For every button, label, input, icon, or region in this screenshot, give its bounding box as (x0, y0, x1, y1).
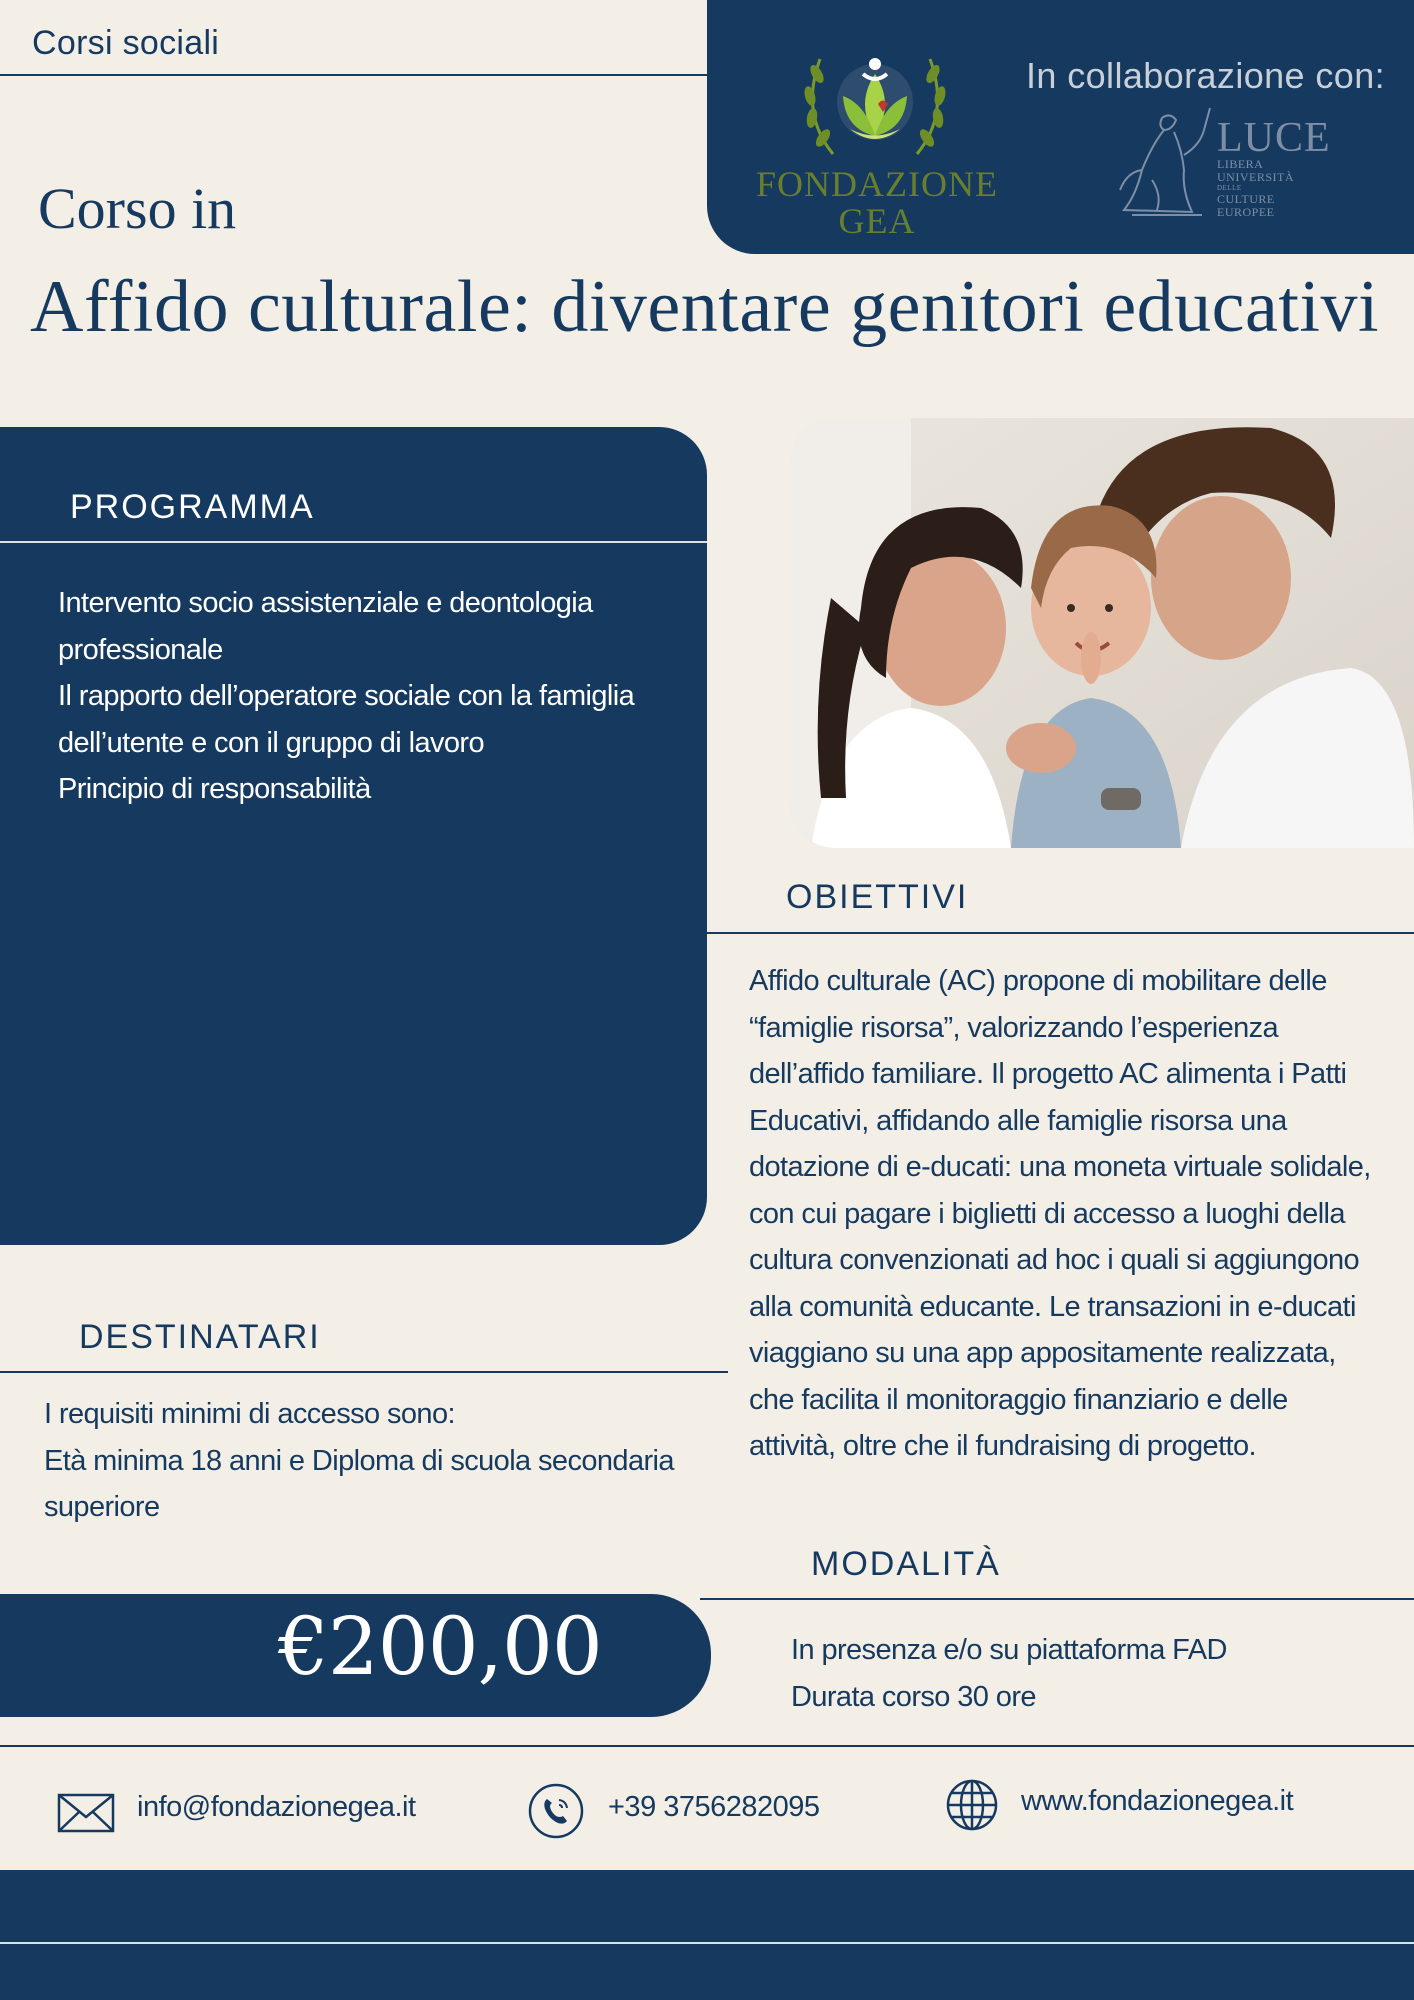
luce-line: EUROPEE (1217, 205, 1275, 219)
footer-divider (0, 1942, 1414, 1944)
course-prefix: Corso in (38, 176, 237, 241)
objectives-line: che facilita il monitoraggio finanziario e delle (749, 1383, 1288, 1416)
luce-line: DELLE (1217, 184, 1242, 192)
luce-line: LIBERA (1217, 157, 1264, 171)
objectives-divider (707, 932, 1414, 934)
program-card (0, 427, 707, 1245)
luce-statue-logo (1112, 100, 1214, 226)
luce-subtitle (1217, 158, 1294, 219)
recipients-text (44, 1391, 684, 1531)
luce-line: CULTURE (1217, 192, 1275, 206)
program-item: Principio di responsabilità (58, 773, 371, 805)
modality-line: Durata corso 30 ore (791, 1680, 1036, 1713)
objectives-heading: OBIETTIVI (786, 878, 969, 916)
recipients-line: superiore (44, 1491, 160, 1523)
objectives-text (749, 958, 1389, 1470)
course-price: €200,00 (278, 1600, 602, 1693)
objectives-line: con cui pagare i biglietti di accesso a luoghi della (749, 1197, 1345, 1230)
objectives-line: dell’affido familiare. Il progetto AC alimenta i Patti (749, 1058, 1347, 1090)
program-item: Intervento socio assistenziale e deontologia professionale (58, 587, 593, 666)
modality-text (791, 1627, 1227, 1720)
recipients-line: I requisiti minimi di accesso sono: (44, 1398, 455, 1430)
contact-website[interactable]: www.fondazionegea.it (1021, 1785, 1294, 1817)
contact-email[interactable]: info@fondazionegea.it (137, 1791, 416, 1823)
foundation-lotus-logo (795, 34, 955, 169)
envelope-icon (57, 1793, 115, 1833)
family-photo (791, 418, 1414, 848)
objectives-line: viaggiano su una app appositamente realizzata, (749, 1337, 1336, 1369)
luce-line: UNIVERSITÀ (1217, 170, 1294, 184)
foundation-name-line2: GEA (838, 201, 916, 241)
foundation-logo-text (745, 166, 1009, 240)
category-label: Corsi sociali (32, 24, 220, 62)
modality-heading: MODALITÀ (811, 1545, 1001, 1583)
program-list (58, 580, 658, 813)
recipients-heading: DESTINATARI (79, 1318, 321, 1356)
objectives-line: cultura convenzionati ad hoc i quali si aggiungono (749, 1244, 1360, 1276)
objectives-line: alla comunità educante. Le transazioni in e-ducati (749, 1290, 1356, 1323)
program-item: Il rapporto dell’operatore sociale con la famiglia dell’utente e con il gruppo di lavoro (58, 680, 635, 759)
program-divider (0, 541, 707, 543)
globe-icon (945, 1778, 999, 1832)
course-title: Affido culturale: diventare genitori educativi (30, 266, 1380, 348)
foundation-name-line1: FONDAZIONE (756, 164, 998, 204)
header-divider (0, 74, 707, 76)
luce-name: LUCE (1217, 115, 1331, 161)
modality-divider (700, 1598, 1414, 1600)
objectives-line: attività, oltre che il fundraising di progetto. (749, 1430, 1256, 1462)
contacts-divider (0, 1745, 1414, 1747)
footer-band (0, 1870, 1414, 2000)
recipients-line: Età minima 18 anni e Diploma di scuola secondaria (44, 1444, 674, 1477)
objectives-line: Affido culturale (AC) propone di mobilitare delle (749, 965, 1327, 997)
contact-phone[interactable]: +39 3756282095 (608, 1791, 820, 1823)
objectives-line: “famiglie risorsa”, valorizzando l’esperienza (749, 1011, 1279, 1044)
objectives-line: dotazione di e-ducati: una moneta virtuale solidale, (749, 1151, 1371, 1183)
objectives-line: Educativi, affidando alle famiglie risorsa una (749, 1104, 1287, 1137)
program-heading: PROGRAMMA (70, 488, 315, 526)
recipients-divider (0, 1371, 728, 1373)
collaboration-label: In collaborazione con: (1026, 55, 1386, 96)
phone-icon (527, 1782, 585, 1840)
modality-line: In presenza e/o su piattaforma FAD (791, 1634, 1227, 1666)
